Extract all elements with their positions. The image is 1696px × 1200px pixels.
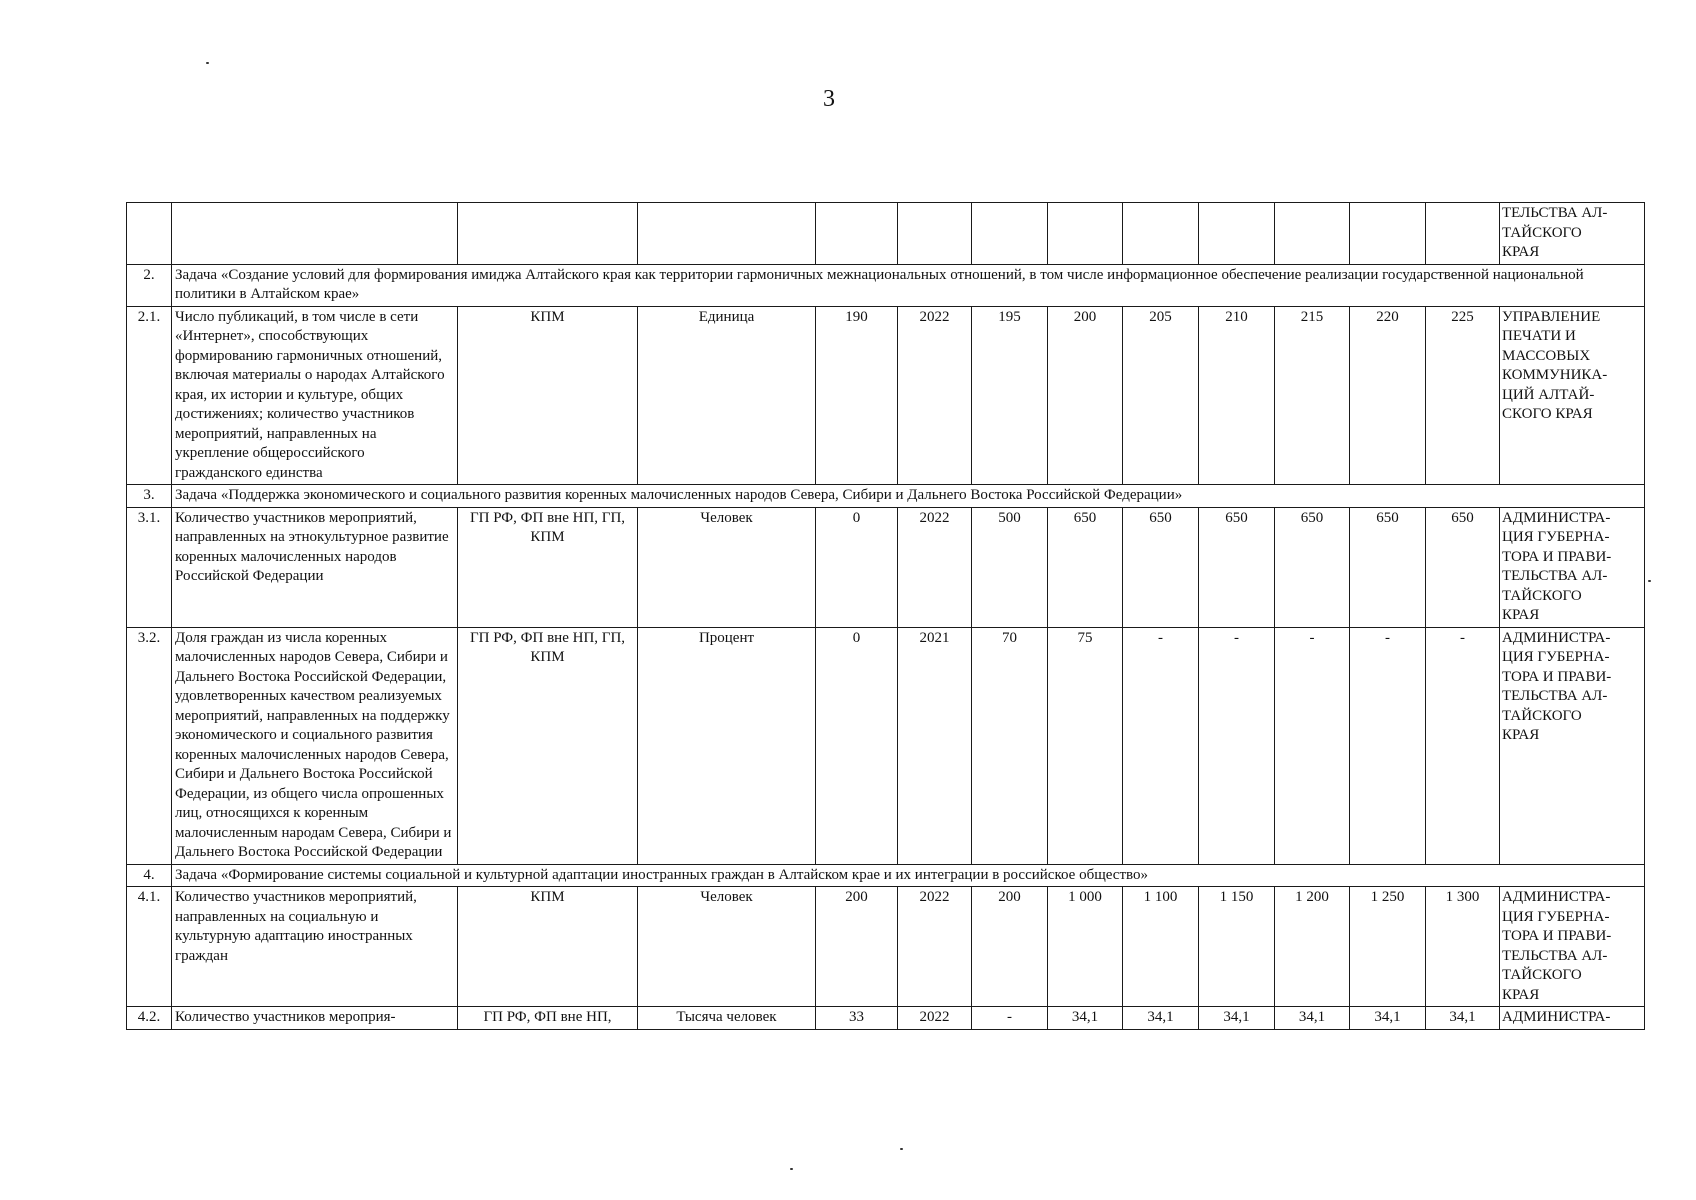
empty-cell <box>638 203 816 265</box>
unit-cell: Единица <box>638 306 816 485</box>
base-value: 190 <box>816 306 898 485</box>
year-value: 1 150 <box>1199 887 1275 1007</box>
year-value: - <box>1275 627 1350 864</box>
unit-cell: Человек <box>638 507 816 627</box>
year-value: 210 <box>1199 306 1275 485</box>
page-number: 3 <box>823 86 835 112</box>
empty-cell <box>1123 203 1199 265</box>
indicator-level: ГП РФ, ФП вне НП, ГП, КПМ <box>458 507 638 627</box>
row-number: 3.1. <box>127 507 172 627</box>
indicator-row <box>127 887 1645 1007</box>
unit-cell: Процент <box>638 627 816 864</box>
year-value: 500 <box>972 507 1048 627</box>
year-value: 650 <box>1199 507 1275 627</box>
indicator-level: ГП РФ, ФП вне НП, <box>458 1007 638 1030</box>
empty-cell <box>1048 203 1123 265</box>
row-number: 2. <box>127 264 172 306</box>
row-number: 4.1. <box>127 887 172 1007</box>
year-value: 200 <box>1048 306 1123 485</box>
empty-cell <box>1426 203 1500 265</box>
year-value: - <box>1426 627 1500 864</box>
unit-cell: Человек <box>638 887 816 1007</box>
task-row <box>127 264 1645 306</box>
year-value: - <box>1350 627 1426 864</box>
indicator-row <box>127 306 1645 485</box>
row-number: 2.1. <box>127 306 172 485</box>
responsible-cell: АДМИНИСТРА- ЦИЯ ГУБЕРНА- ТОРА И ПРАВИ- ТЕЛЬСТВА АЛ- ТАЙСКОГО КРАЯ <box>1500 887 1645 1007</box>
year-value: 650 <box>1275 507 1350 627</box>
year-value: 195 <box>972 306 1048 485</box>
continuation-row <box>127 203 1645 265</box>
year-value: 34,1 <box>1350 1007 1426 1030</box>
indicator-row <box>127 507 1645 627</box>
year-value: 34,1 <box>1199 1007 1275 1030</box>
base-year: 2022 <box>898 306 972 485</box>
row-number: 4.2. <box>127 1007 172 1030</box>
row-number: 3. <box>127 485 172 508</box>
year-value: 650 <box>1350 507 1426 627</box>
year-value: 1 000 <box>1048 887 1123 1007</box>
row-number: 4. <box>127 864 172 887</box>
year-value: 1 300 <box>1426 887 1500 1007</box>
indicator-row <box>127 627 1645 864</box>
task-row <box>127 864 1645 887</box>
year-value: 220 <box>1350 306 1426 485</box>
unit-cell: Тысяча человек <box>638 1007 816 1030</box>
empty-cell <box>458 203 638 265</box>
year-value: - <box>1123 627 1199 864</box>
base-year: 2021 <box>898 627 972 864</box>
table-body <box>127 203 1645 1030</box>
year-value: 1 250 <box>1350 887 1426 1007</box>
empty-cell <box>1275 203 1350 265</box>
responsible-cell: УПРАВЛЕНИЕ ПЕЧАТИ И МАССОВЫХ КОММУНИКА- ЦИЙ АЛТАЙ- СКОГО КРАЯ <box>1500 306 1645 485</box>
responsible-cell: АДМИНИСТРА- ЦИЯ ГУБЕРНА- ТОРА И ПРАВИ- ТЕЛЬСТВА АЛ- ТАЙСКОГО КРАЯ <box>1500 627 1645 864</box>
year-value: 75 <box>1048 627 1123 864</box>
task-title: Задача «Формирование системы социальной и культурной адаптации иностранных граждан в Алтайском крае и их интеграции в российское общество» <box>172 864 1645 887</box>
empty-cell <box>172 203 458 265</box>
indicator-level: ГП РФ, ФП вне НП, ГП, КПМ <box>458 627 638 864</box>
responsible-cell: АДМИНИСТРА- <box>1500 1007 1645 1030</box>
task-row <box>127 485 1645 508</box>
responsible-cell: ТЕЛЬСТВА АЛ- ТАЙСКОГО КРАЯ <box>1500 203 1645 265</box>
year-value: 650 <box>1048 507 1123 627</box>
base-value: 33 <box>816 1007 898 1030</box>
year-value: - <box>1199 627 1275 864</box>
base-value: 0 <box>816 627 898 864</box>
indicator-name: Количество участников мероприя- <box>172 1007 458 1030</box>
responsible-cell: АДМИНИСТРА- ЦИЯ ГУБЕРНА- ТОРА И ПРАВИ- ТЕЛЬСТВА АЛ- ТАЙСКОГО КРАЯ <box>1500 507 1645 627</box>
task-title: Задача «Создание условий для формирования имиджа Алтайского края как территории гармоничных межнациональных отношений, в том числе информационное обеспечение реализации государственной национальной политики в Алтайском крае» <box>172 264 1645 306</box>
empty-cell <box>1199 203 1275 265</box>
year-value: 34,1 <box>1426 1007 1500 1030</box>
row-number: 3.2. <box>127 627 172 864</box>
year-value: 650 <box>1123 507 1199 627</box>
year-value: 1 100 <box>1123 887 1199 1007</box>
indicators-table <box>126 202 1645 1030</box>
indicator-level: КПМ <box>458 887 638 1007</box>
year-value: 650 <box>1426 507 1500 627</box>
year-value: 1 200 <box>1275 887 1350 1007</box>
empty-cell <box>972 203 1048 265</box>
scan-speck <box>900 1148 903 1150</box>
task-title: Задача «Поддержка экономического и социального развития коренных малочисленных народов Севера, Сибири и Дальнего Востока Российской Федерации» <box>172 485 1645 508</box>
empty-cell <box>1350 203 1426 265</box>
scan-speck <box>790 1168 793 1170</box>
base-year: 2022 <box>898 1007 972 1030</box>
year-value: 34,1 <box>1275 1007 1350 1030</box>
year-value: 34,1 <box>1123 1007 1199 1030</box>
empty-cell <box>816 203 898 265</box>
base-value: 200 <box>816 887 898 1007</box>
base-year: 2022 <box>898 887 972 1007</box>
base-value: 0 <box>816 507 898 627</box>
empty-cell <box>127 203 172 265</box>
indicator-row <box>127 1007 1645 1030</box>
indicator-name: Число публикаций, в том числе в сети «Интернет», способствующих формированию гармоничных отношений, включая материалы о народах Алтайского края, их истории и культуре, общих достижениях; количество участников мероприятий, направленных на укрепление общероссийского гражданского единства <box>172 306 458 485</box>
year-value: 34,1 <box>1048 1007 1123 1030</box>
scan-speck <box>1648 580 1651 582</box>
year-value: 225 <box>1426 306 1500 485</box>
scan-speck <box>206 62 209 64</box>
year-value: - <box>972 1007 1048 1030</box>
year-value: 70 <box>972 627 1048 864</box>
year-value: 200 <box>972 887 1048 1007</box>
empty-cell <box>898 203 972 265</box>
year-value: 205 <box>1123 306 1199 485</box>
indicator-name: Количество участников мероприятий, направленных на этнокультурное развитие коренных малочисленных народов Российской Федерации <box>172 507 458 627</box>
base-year: 2022 <box>898 507 972 627</box>
indicator-name: Доля граждан из числа коренных малочисленных народов Севера, Сибири и Дальнего Востока Российской Федерации, удовлетворенных качеством реализуемых мероприятий, направленных на поддержку экономического и социального развития коренных малочисленных народов Севера, Сибири и Дальнего Востока Российской Федерации, из общего числа опрошенных лиц, относящихся к коренным малочисленным народам Севера, Сибири и Дальнего Востока Российской Федерации <box>172 627 458 864</box>
indicator-level: КПМ <box>458 306 638 485</box>
indicator-name: Количество участников мероприятий, направленных на социальную и культурную адаптацию иностранных граждан <box>172 887 458 1007</box>
year-value: 215 <box>1275 306 1350 485</box>
